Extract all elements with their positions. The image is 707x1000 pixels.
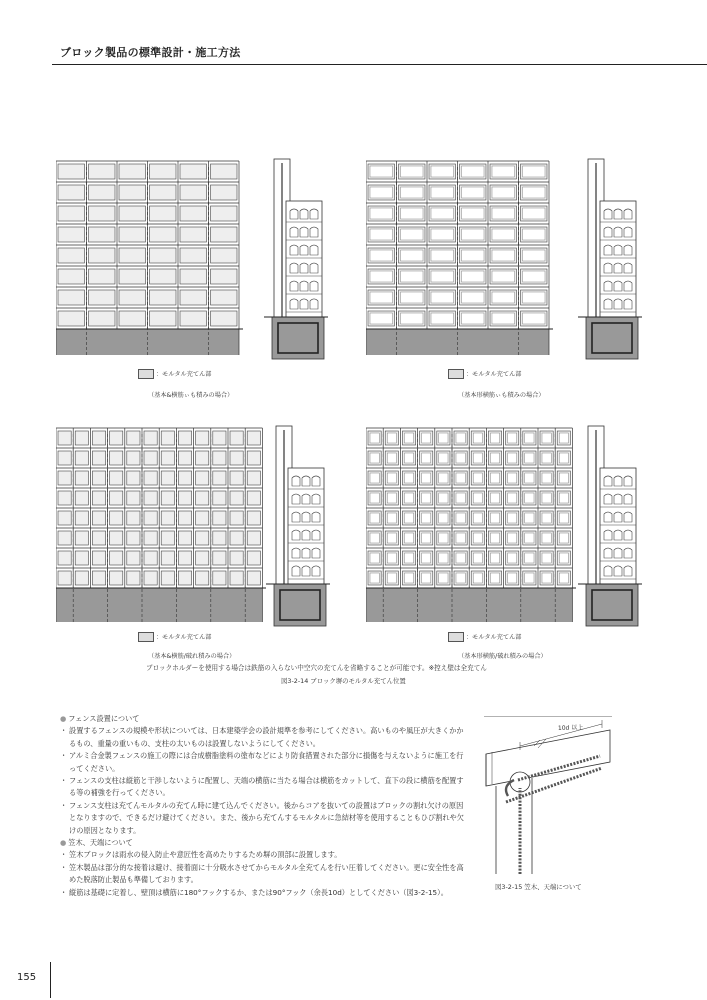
legend-4	[448, 632, 547, 660]
mortal-fill-swatch	[138, 632, 154, 642]
bullet-item: ・ フェンスの支柱は縦筋と干渉しないように配置し、天端の横筋に当たる場合は横筋をカットして、直下の段に横筋を配置する等の補強を行ってください。	[60, 775, 466, 800]
section-heading: ● フェンス設置について	[60, 713, 466, 725]
mortal-fill-swatch	[448, 369, 464, 379]
mortal-fill-swatch	[138, 369, 154, 379]
legend-condition: （基本&横筋ぃも積みの場合）	[148, 392, 234, 399]
wall-section-drawing-3	[266, 422, 330, 630]
page-number-rule	[50, 962, 51, 998]
wall-elevation-drawing-2	[366, 155, 562, 355]
figure-215-caption: 図3-2-15 笠木、天端について	[495, 883, 582, 891]
bullet-item: ・ フェンス支柱は充てんモルタルの充てん時に建て込んでください。後からコアを抜いての設置はブロックの割れ欠けの原因となりますので、できるだけ避けてください。また、後から充てんするモルタルに急結材等を使用することもひび割れや欠けの原因となります。	[60, 800, 466, 837]
bullet-item: ・ 縦筋は基礎に定着し、壁頂は横筋に180°フックするか、または90°フック（余長10d）としてください（図3-2-15）。	[60, 887, 466, 899]
legend-label: ：モルタル充てん部	[466, 371, 522, 378]
figure-caption: 図3-2-14 ブロック塀のモルタル充てん位置	[281, 677, 406, 685]
body-text	[60, 713, 466, 899]
legend-condition: （基本&横筋/破れ積みの場合）	[148, 653, 236, 660]
header-rule	[52, 64, 707, 65]
mortal-fill-swatch	[448, 632, 464, 642]
bullet-item: ・ アルミ合金製フェンスの施工の際には合成樹脂塗料の塗布などにより防食措置された部分に損傷を与えないように施工を行ってください。	[60, 750, 466, 775]
wall-section-drawing-4	[578, 422, 642, 630]
page-number: 155	[17, 972, 37, 983]
dimension-label: 10d 以上	[557, 724, 584, 732]
legend-3	[138, 632, 235, 660]
wall-elevation-drawing-3	[56, 422, 266, 622]
legend-1	[138, 369, 233, 399]
legend-condition: （基本形横筋/破れ積みの場合）	[458, 653, 547, 660]
legend-2	[448, 369, 545, 399]
page-header-title: ブロック製品の標準設計・施工方法	[60, 46, 241, 59]
wall-elevation-drawing-4	[366, 422, 576, 622]
legend-label: ：モルタル充てん部	[156, 371, 212, 378]
legend-condition: （基本形横筋ぃも積みの場合）	[458, 392, 545, 399]
wall-section-drawing-2	[578, 155, 642, 363]
wall-section-drawing-1	[264, 155, 328, 363]
coping-detail-drawing	[484, 716, 614, 876]
legend-label: ：モルタル充てん部	[466, 634, 522, 641]
section-heading: ● 笠木、天端について	[60, 837, 466, 849]
bullet-item: ・ 笠木ブロックは雨水の侵入防止や意匠性を高めたりするため塀の頂部に設置します。	[60, 849, 466, 861]
legend-label: ：モルタル充てん部	[156, 634, 212, 641]
wall-elevation-drawing-1	[56, 155, 252, 355]
figure-note: ブロックホルダーを使用する場合は鉄筋の入らない中空穴の充てんを省略することが可能です。※控え壁は全充てん	[146, 664, 487, 672]
bullet-item: ・ 笠木製品は部分的な接着は避け、接着面に十分吸水させてからモルタル全充てんを行い圧着してください。更に安全性を高めた脱落防止製品も準備しております。	[60, 862, 466, 887]
bullet-item: ・ 設置するフェンスの規模や形状については、日本建築学会の設計規準を参考にしてください。高いものや風圧が大きくかかるもの、重量の重いもの、支柱の太いものは設置しないようにしてください。	[60, 725, 466, 750]
